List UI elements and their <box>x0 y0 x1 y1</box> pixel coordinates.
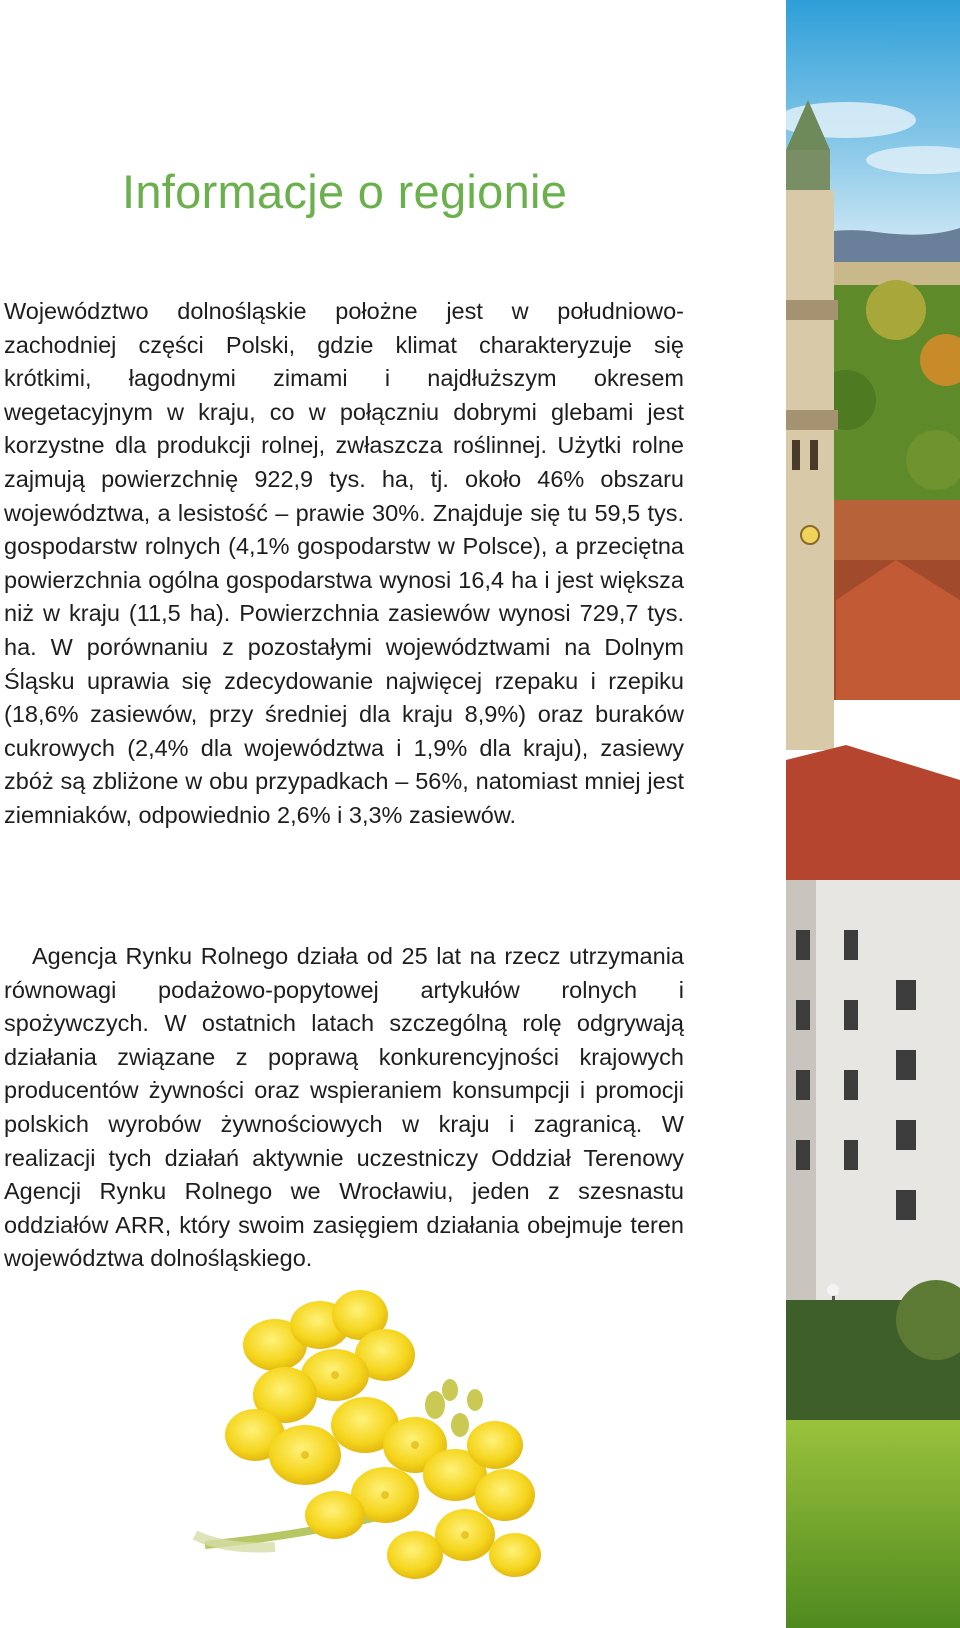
town-hall-tower-photo <box>786 0 960 1628</box>
paragraph-agency-info: Agencja Rynku Rolnego działa od 25 lat na rzecz utrzymania równowagi podażowo-popytowej artykułów rolnych i spożywczych. W ostatnich latach szczególną rolę odgrywają działania związane z poprawą konkurencyjności krajowych producentów żywności oraz wspieraniem konsumpcji i promocji polskich wyrobów żywnościowych w kraju i zagranicą. W realizacji tych działań aktywnie uczestniczy Oddział Terenowy Agencji Rynku Rolnego we Wrocławiu, jeden z szesnastu oddziałów ARR, który swoim zasięgiem działania obejmuje teren województwa dolnośląskiego. <box>4 943 684 1272</box>
page-title: Informacje o regionie <box>122 165 568 218</box>
paragraph-region-info: Województwo dolnośląskie położne jest w południowo-zachodniej części Polski, gdzie klimat charakteryzuje się krótkimi, łagodnymi zimami i najdłuższym okresem wegetacyjnym w kraju, co w połączniu dobrymi glebami jest korzystne dla produkcji rolnej, zwłaszcza roślinnej. Użytki rolne zajmują powierzchnię 922,9 tys. ha, tj. około 46% obszaru województwa, a lesistość – prawie 30%. Znajduje się tu 59,5 tys. gospodarstw rolnych (4,1% gospodarstw w Polsce), a przeciętna powierzchnia ogólna gospodarstwa wynosi 16,4 ha i jest większa niż w kraju (11,5 ha). Powierzchnia zasiewów wynosi 729,7 tys. ha. W porównaniu z pozostałymi województwami na Dolnym Śląsku uprawia się zdecydowanie najwięcej rzepaku i rzepiku (18,6% zasiewów, przy średniej dla kraju 8,9%) oraz buraków cukrowych (2,4% dla województwa i 1,9% dla kraju), zasiewy zbóż są zbliżone w obu przypadkach – 56%, natomiast mniej jest ziemniaków, odpowiednio 2,6% i 3,3% zasiewów. <box>4 298 684 828</box>
rapeseed-flower-image <box>185 1285 565 1615</box>
